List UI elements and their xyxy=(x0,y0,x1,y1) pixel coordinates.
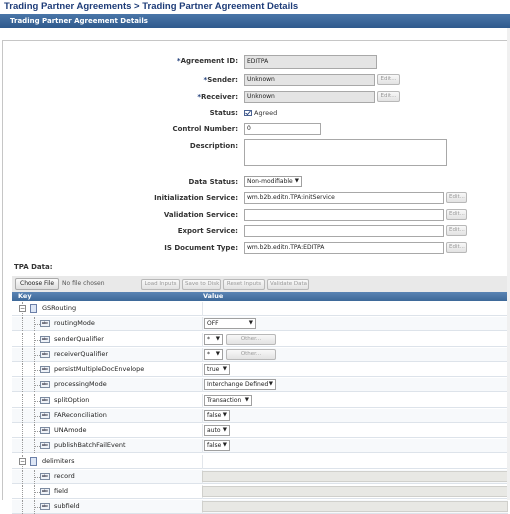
is-document-type-edit-button[interactable]: Edit... xyxy=(446,242,467,253)
tree-guide-line xyxy=(22,348,23,362)
chevron-down-icon: ▼ xyxy=(215,335,220,342)
breadcrumb-current: Trading Partner Agreement Details xyxy=(142,1,299,12)
column-divider xyxy=(202,333,203,347)
chevron-down-icon: ▼ xyxy=(222,442,227,449)
receiver-edit-button[interactable]: Edit... xyxy=(377,91,400,102)
column-divider xyxy=(202,409,203,423)
validation-service-row xyxy=(0,209,510,223)
table-row xyxy=(12,333,508,347)
value-select[interactable]: * ▼ xyxy=(204,334,223,345)
table-row xyxy=(12,470,508,484)
validation-service-input[interactable] xyxy=(244,209,444,221)
is-document-type-input[interactable]: wm.b2b.editn.TPA:EDITPA xyxy=(244,242,444,254)
value-select[interactable]: Transaction ▼ xyxy=(204,395,252,406)
table-row xyxy=(12,348,508,362)
tree-guide-line xyxy=(22,500,23,514)
value-input[interactable] xyxy=(202,501,508,512)
row-key: subfield xyxy=(54,502,80,511)
table-row xyxy=(12,424,508,438)
initialization-service-row xyxy=(0,192,510,206)
sender-row xyxy=(0,74,510,88)
string-field-icon: abc xyxy=(41,351,49,356)
receiver-row xyxy=(0,91,510,105)
table-row xyxy=(12,302,508,316)
row-key: UNAmode xyxy=(54,426,87,434)
tree-guide-line xyxy=(22,485,23,499)
string-field-icon: abc xyxy=(41,473,49,478)
tree-guide-line xyxy=(22,363,23,377)
column-divider xyxy=(202,394,203,408)
data-status-select[interactable]: Non-modifiable ▼ xyxy=(244,176,302,187)
tpa-toolbar xyxy=(12,276,508,292)
value-select[interactable]: false ▼ xyxy=(204,440,230,451)
column-divider xyxy=(202,348,203,362)
breadcrumb-parent-link[interactable]: Trading Partner Agreements xyxy=(4,1,132,12)
column-divider xyxy=(202,317,203,331)
value-select[interactable]: Interchange Defined ▼ xyxy=(204,379,276,390)
no-file-label: No file chosen xyxy=(62,280,105,287)
control-number-label: Control Number: xyxy=(172,125,238,133)
tree-guide-line xyxy=(22,333,23,347)
value-input[interactable] xyxy=(202,486,508,497)
key-column-header: Key xyxy=(18,292,32,300)
collapse-toggle-icon[interactable]: − xyxy=(20,457,26,465)
agreement-id-field: EDITPA xyxy=(244,55,377,69)
row-key: field xyxy=(54,487,69,495)
export-service-input[interactable] xyxy=(244,225,444,237)
value-select[interactable]: auto ▼ xyxy=(204,425,230,436)
column-divider xyxy=(202,439,203,453)
chevron-down-icon: ▼ xyxy=(244,396,249,403)
row-key: record xyxy=(54,471,75,480)
data-status-row xyxy=(0,176,510,190)
column-divider xyxy=(202,378,203,392)
record-icon xyxy=(30,457,37,466)
string-field-icon: abc xyxy=(41,412,49,417)
load-inputs-button[interactable]: Load Inputs xyxy=(141,279,180,290)
value-input[interactable] xyxy=(202,471,508,482)
chevron-down-icon: ▼ xyxy=(215,350,220,357)
tree-guide-line xyxy=(22,378,23,392)
tree-guide-line xyxy=(22,424,23,438)
control-number-input[interactable]: 0 xyxy=(244,123,321,135)
description-label: Description: xyxy=(189,142,238,150)
export-service-row xyxy=(0,225,510,239)
table-row xyxy=(12,409,508,423)
validation-service-edit-button[interactable]: Edit... xyxy=(446,209,467,220)
status-label: Status: xyxy=(209,109,238,117)
table-row xyxy=(12,317,508,331)
control-number-row xyxy=(0,123,510,137)
table-row xyxy=(12,394,508,408)
agreement-id-label: *Agreement ID: xyxy=(176,57,238,65)
validation-service-label: Validation Service: xyxy=(163,211,238,219)
row-key: receiverQualifier xyxy=(54,349,109,358)
row-key: FAReconciliation xyxy=(54,410,107,419)
column-divider xyxy=(202,302,203,316)
collapse-toggle-icon[interactable]: − xyxy=(20,305,26,312)
column-divider xyxy=(202,455,203,469)
chevron-down-icon: ▼ xyxy=(222,411,227,418)
other-button[interactable]: Other... xyxy=(226,334,276,345)
value-select[interactable]: false ▼ xyxy=(204,410,230,421)
value-column-header: Value xyxy=(203,292,224,300)
chevron-down-icon: ▼ xyxy=(294,178,299,184)
chevron-down-icon: ▼ xyxy=(248,320,253,327)
tree-guide-line xyxy=(22,439,23,453)
row-key: persistMultipleDocEnvelope xyxy=(54,365,145,373)
row-key: processingMode xyxy=(54,380,107,389)
row-key: publishBatchFailEvent xyxy=(54,441,126,450)
string-field-icon: abc xyxy=(41,443,49,448)
string-field-icon: abc xyxy=(41,504,49,509)
other-button[interactable]: Other... xyxy=(226,349,276,360)
description-textarea[interactable] xyxy=(244,139,447,166)
table-row xyxy=(12,378,508,392)
column-divider xyxy=(202,424,203,438)
receiver-field: Unknown xyxy=(244,91,375,103)
string-field-icon: abc xyxy=(41,382,49,387)
table-row xyxy=(12,439,508,453)
row-key: senderQualifier xyxy=(54,334,104,343)
chevron-down-icon: ▼ xyxy=(222,427,227,433)
status-row xyxy=(0,107,510,121)
tree-guide-line xyxy=(22,394,23,408)
save-to-disk-button[interactable]: Save to Disk xyxy=(182,279,221,290)
choose-file-button[interactable]: Choose File xyxy=(15,278,59,290)
value-select[interactable]: OFF ▼ xyxy=(204,318,256,329)
initialization-service-input[interactable]: wm.b2b.editn.TPA:initService xyxy=(244,192,444,204)
chevron-down-icon: ▼ xyxy=(268,381,273,388)
sender-label: *Sender: xyxy=(203,76,238,84)
column-divider xyxy=(202,363,203,377)
export-service-label: Export Service: xyxy=(177,227,238,235)
data-status-label: Data Status: xyxy=(188,178,238,186)
breadcrumb xyxy=(4,1,298,14)
row-key: splitOption xyxy=(54,395,90,404)
record-icon xyxy=(30,304,37,313)
sender-edit-button[interactable]: Edit... xyxy=(377,74,400,85)
tree-guide-line xyxy=(22,317,23,331)
string-field-icon: abc xyxy=(41,397,49,402)
row-key: GSRouting xyxy=(42,304,77,312)
initialization-service-edit-button[interactable]: Edit... xyxy=(446,192,467,203)
string-field-icon: abc xyxy=(41,428,49,432)
value-select[interactable]: true ▼ xyxy=(204,364,230,375)
tpa-data-title: TPA Data: xyxy=(14,263,53,271)
sender-field: Unknown xyxy=(244,74,375,86)
is-document-type-row xyxy=(0,242,510,256)
panel-title: Trading Partner Agreement Details xyxy=(0,14,510,28)
export-service-edit-button[interactable]: Edit... xyxy=(446,225,467,236)
chevron-down-icon: ▼ xyxy=(222,366,227,372)
tree-guide-line xyxy=(22,470,23,484)
row-key: delimiters xyxy=(42,456,75,465)
breadcrumb-separator: > xyxy=(131,1,143,12)
reset-inputs-button[interactable]: Reset Inputs xyxy=(223,279,265,290)
table-row xyxy=(12,500,508,514)
table-row xyxy=(12,363,508,377)
agreement-id-row xyxy=(0,55,510,69)
tpa-grid-header xyxy=(12,292,508,301)
validate-data-button[interactable]: Validate Data xyxy=(267,279,309,290)
string-field-icon: abc xyxy=(41,489,49,493)
status-value: Agreed xyxy=(244,109,277,117)
agreement-icon xyxy=(244,109,252,116)
table-row xyxy=(12,485,508,499)
string-field-icon: abc xyxy=(41,367,49,371)
value-select[interactable]: * ▼ xyxy=(204,349,223,360)
tree-guide-line xyxy=(22,409,23,423)
row-key: routingMode xyxy=(54,319,95,328)
string-field-icon: abc xyxy=(41,321,49,326)
receiver-label: *Receiver: xyxy=(197,93,238,101)
initialization-service-label: Initialization Service: xyxy=(154,194,238,202)
table-row xyxy=(12,455,508,469)
string-field-icon: abc xyxy=(41,336,49,341)
is-document-type-label: IS Document Type: xyxy=(164,244,238,252)
